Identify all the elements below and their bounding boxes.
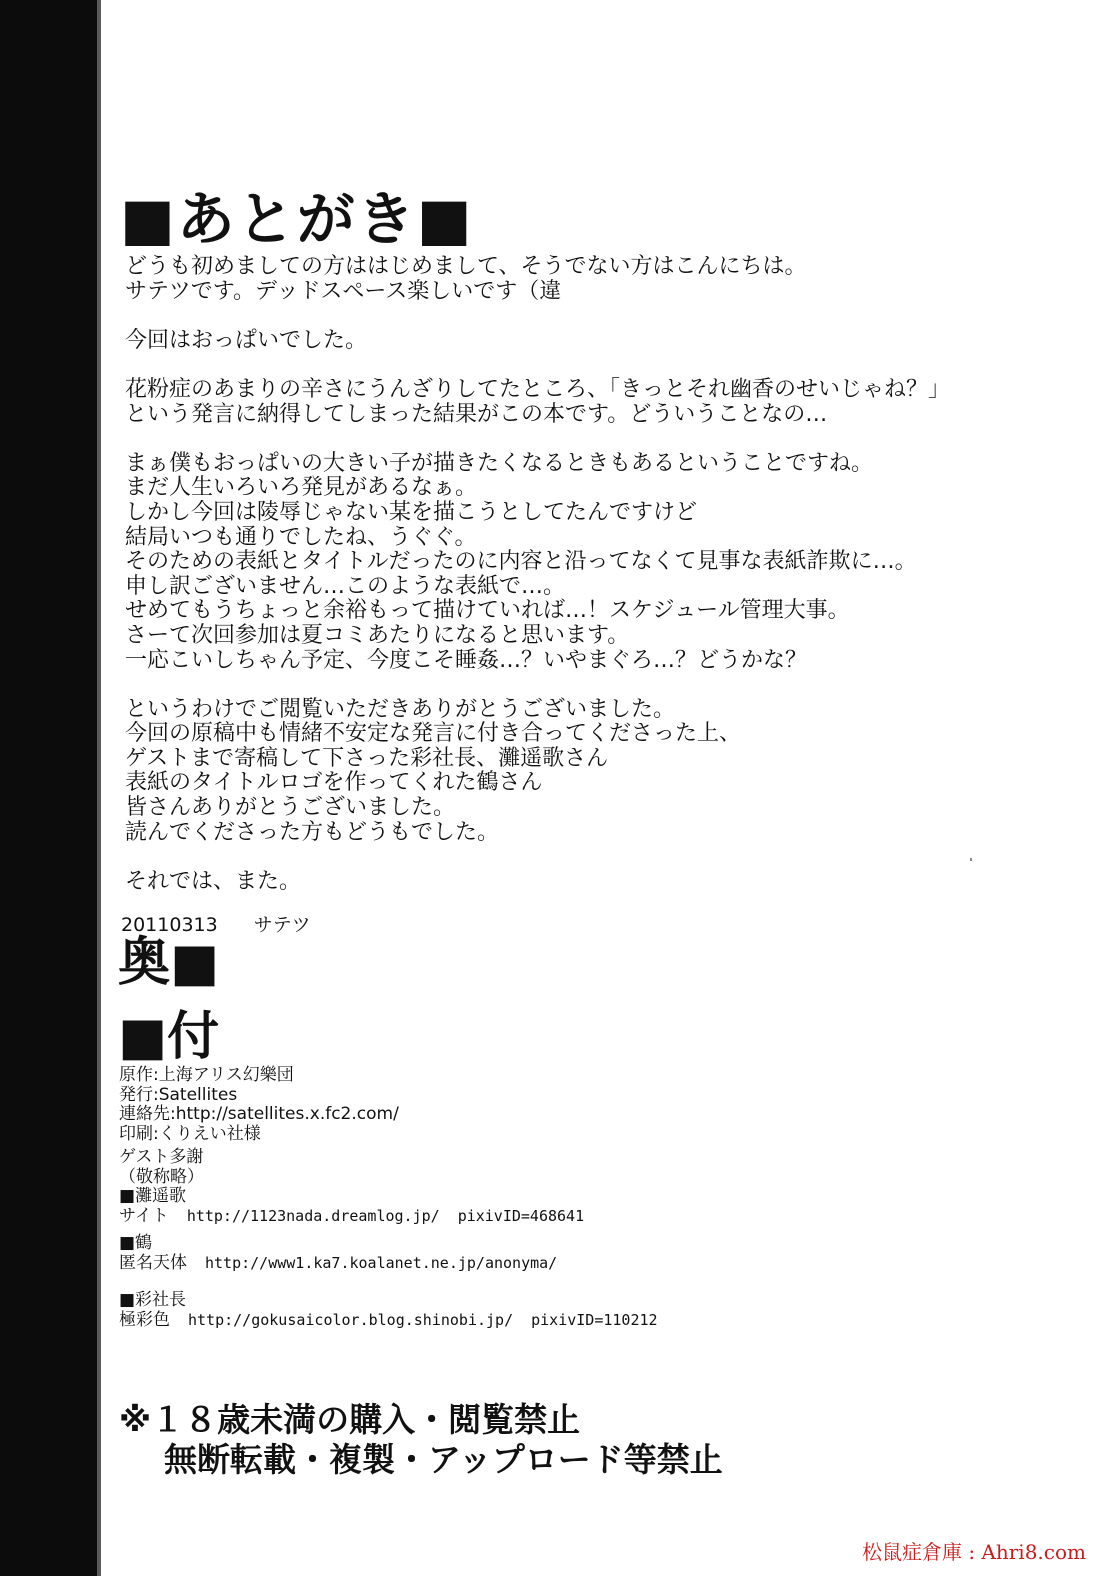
scan-speck [970, 858, 972, 861]
text-line: まだ人生いろいろ発見があるなぁ。 [125, 475, 478, 501]
guest-site-label: 匿名天体 [119, 1252, 187, 1273]
text-line: 今回はおっぱいでした。 [125, 327, 368, 353]
text-line: という発言に納得してしまった結果がこの本です。どういうことなの… [125, 401, 828, 427]
text-line: せめてもうちょっと余裕もって描けていれば…！スケジュール管理大事。 [125, 598, 850, 624]
guest-url: http://gokusaicolor.blog.shinobi.jp/ [188, 1310, 514, 1329]
guest-site-label: 極彩色 [119, 1309, 170, 1330]
text-line: そのための表紙とタイトルだったのに内容と沿ってなくて見事な表紙詐欺に…。 [125, 549, 917, 575]
text-line: 皆さんありがとうございました。 [125, 795, 456, 821]
text-line: しかし今回は陵辱じゃない某を描こうとしてたんですけど [125, 499, 698, 525]
warning-line-2: 無断転載・複製・アップロード等禁止 [164, 1440, 723, 1479]
afterword-paragraph-1 [125, 255, 1085, 304]
age-restriction-notice [119, 1400, 723, 1480]
afterword-paragraph-3 [125, 378, 1085, 427]
contact-url: 連絡先:http://satellites.x.fc2.com/ [119, 1104, 399, 1124]
binding-spine [0, 0, 97, 1576]
warning-line-1: ※１８歳未満の購入・閲覧禁止 [119, 1400, 581, 1439]
text-line: ゲストまで寄稿して下さった彩社長、灘遥歌さん [125, 745, 609, 771]
text-line: 結局いつも通りでしたね、うぐぐ。 [125, 524, 477, 550]
binding-spine-edge [97, 0, 101, 1576]
original-work: 原作:上海アリス幻樂団 [119, 1065, 294, 1085]
text-line: それでは、また。 [125, 868, 302, 894]
guest-name: ■灘遥歌 [119, 1186, 187, 1206]
text-line: 一応こいしちゃん予定、今度こそ睡姦…？いやまぐろ…？どうかな？ [125, 647, 808, 673]
honorifics-note: （敬称略） [119, 1166, 204, 1187]
text-line: サテツです。デッドスペース楽しいです（違 [125, 278, 562, 304]
text-line: どうも初めましての方ははじめまして、そうでない方はこんにちは。 [125, 254, 807, 279]
printing: 印刷:くりえい社様 [119, 1123, 261, 1144]
afterword-paragraph-4 [125, 452, 1085, 673]
signature-author: サテツ [253, 914, 311, 936]
text-line: というわけでご閲覧いただきありがとうございました。 [125, 696, 676, 722]
guest-site [119, 1311, 658, 1331]
guest-site-label: サイト [119, 1205, 169, 1226]
guest-name: ■鶴 [119, 1233, 153, 1253]
signature-date: 20110313 [121, 914, 218, 936]
text-line: 花粉症のあまりの辛さにうんざりしてたところ、「きっとそれ幽香のせいじゃね？」 [125, 376, 951, 402]
afterword-paragraph-6 [125, 870, 1085, 895]
guest-site [119, 1254, 658, 1274]
spacer [119, 1273, 658, 1291]
publisher: 発行:Satellites [119, 1084, 238, 1105]
colophon-info [119, 1066, 658, 1330]
text-line: 表紙のタイトルロゴを作ってくれた鶴さん [125, 770, 543, 796]
afterword-body [125, 255, 1085, 919]
colophon-title-line-2: ■付 [118, 1007, 220, 1067]
site-watermark: 松鼠症倉庫 : Ahri8.com [861, 1540, 1086, 1564]
guest-url: http://www1.ka7.koalanet.ne.jp/anonyma/ [205, 1253, 558, 1272]
guest-name: ■彩社長 [119, 1290, 187, 1310]
afterword-paragraph-2 [125, 329, 1085, 354]
guest-pixiv-id: pixivID=110212 [531, 1310, 658, 1329]
guest-site [119, 1207, 658, 1227]
spacer [119, 1226, 658, 1234]
text-line: 読んでくださった方もどうもでした。 [125, 819, 500, 845]
guest-pixiv-id: pixivID=468641 [457, 1206, 585, 1225]
guests-heading: ゲスト多謝 [119, 1147, 204, 1167]
text-line: まぁ僕もおっぱいの大きい子が描きたくなるときもあるということですね。 [125, 450, 874, 476]
guest-url: http://1123nada.dreamlog.jp/ [186, 1206, 440, 1225]
text-line: さーて次回参加は夏コミあたりになると思います。 [125, 622, 630, 648]
afterword-heading: ■あとがき■ [120, 185, 474, 253]
text-line: 今回の原稿中も情緒不安定な発言に付き合ってくださった上、 [125, 721, 742, 747]
text-line: 申し訳ございません…このような表紙で…。 [125, 573, 566, 599]
colophon-title-line-1: 奥■ [118, 933, 220, 993]
afterword-paragraph-5 [125, 698, 1085, 846]
